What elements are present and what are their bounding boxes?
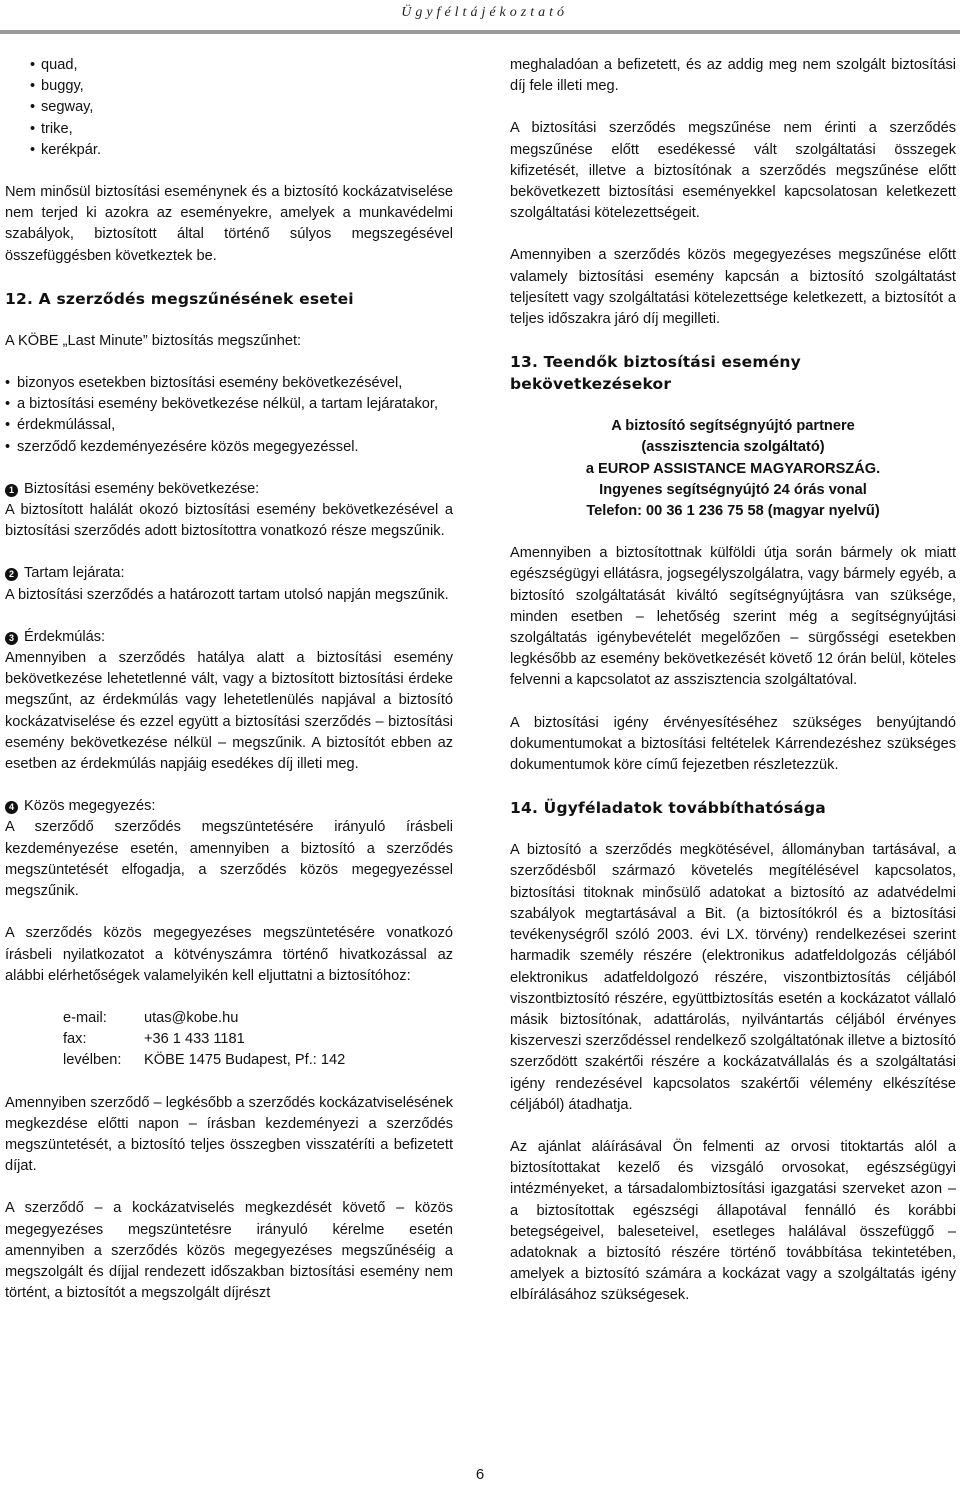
subsection-1-title: 1 Biztosítási esemény bekövetkezése: (5, 479, 453, 500)
after-start-paragraph: A szerződő – a kockázatviselés megkezdését követő – közös megegyezéses megszüntetésre irányuló kérelme esetén amennyiben a szerződés közös megegyezéses megszűnéséig a megszolgált és díjjal rendezett időszakban biztosítási esemény nem történt, a biztosítót a megszolgált díjrészt (5, 1200, 453, 1302)
contact-label: levélben: (63, 1052, 122, 1069)
list-item: • segway, (5, 97, 453, 118)
section-13-heading: 13. Teendők biztosítási esemény bekövetkezésekor (510, 353, 801, 394)
left-column (5, 55, 453, 1304)
list-item: • kerékpár. (5, 140, 453, 161)
assistance-partner-block: A biztosító segítségnyújtó partnere (asszisztencia szolgáltató) a EUROP ASSISTANCE MAGYARORSZÁG. Ingyenes segítségnyújtó 24 órás vonal Telefon: 00 36 1 236 75 58 (magyar nyelvű) (510, 416, 956, 522)
subsection-4-title: 4 Közös megegyezés: (5, 796, 453, 817)
consent-paragraph: Az ajánlat aláírásával Ön felmenti az orvosi titoktartás alól a biztosítottakat kezelő és vizsgáló orvosokat, egészségügyi intézményeket, a társadalombiztosítási igazgatási szerveket azon – a biztosítottak egészségi állapotával fennálló és korábbi betegségeivel, baleseteivel, esetleges halálával összefüggő – adatoknak a biztosító részére történő továbbítása tekintetében, amelyek a biztosító számára a kockázat vagy a szolgáltatás igény elbírálásához szükségesek. (510, 1138, 956, 1304)
continuation-paragraph: meghaladóan a befizetett, és az addig meg nem szolgált biztosítási díj fele illeti meg. (510, 57, 956, 95)
contact-table (5, 1008, 453, 1072)
no-effect-paragraph: A biztosítási szerződés megszűnése nem érinti a szerződés megszűnése előtt esedékessé vált szolgáltatási összegek kifizetését, illetve a biztosítónak a szerződés megszűnése előtt bekövetkezett biztosítási eseményekkel kapcsolatosan keletkezett szolgáltatási kötelezettségeit. (510, 120, 956, 222)
list-item: • szerződő kezdeményezésére közös megegyezéssel. (5, 437, 453, 458)
running-header: Ügyféltájékoztató (401, 5, 568, 20)
subsection-4-text: A szerződő szerződés megszüntetésére irányuló írásbeli kezdeményezése esetén, amennyiben a biztosító a szerződés megszüntetését elfogadja, a szerződés közös megegyezéssel megszűnik. (5, 819, 453, 900)
numbered-circle-4: 4 (5, 801, 18, 814)
list-item: • buggy, (5, 76, 453, 97)
vehicle-list (5, 55, 453, 161)
contact-label: e-mail: (63, 1009, 107, 1026)
numbered-circle-1: 1 (5, 484, 18, 497)
subsection-2-text: A biztosítási szerződés a határozott tartam utolsó napján megszűnik. (5, 586, 449, 603)
subsection-2-title: 2 Tartam lejárata: (5, 563, 453, 584)
assistance-phone: Telefon: 00 36 1 236 75 58 (magyar nyelvű) (586, 503, 880, 520)
documents-paragraph: A biztosítási igény érvényesítéséhez szükséges benyújtandó dokumentumokat a biztosítási feltételek Kárrendezéshez szükséges dokumentumok köre című fejezetben részletezzük. (510, 714, 956, 774)
contact-value: KÖBE 1475 Budapest, Pf.: 142 (144, 1052, 346, 1069)
list-item: • trike, (5, 119, 453, 140)
section-12-heading: 12. A szerződés megszűnésének esetei (5, 289, 354, 308)
statement-paragraph: A szerződés közös megegyezéses megszüntetésére vonatkozó írásbeli nyilatkozatot a kötvényszámra történő hivatkozással az alábbi elérhetőségek valamelyikén kell eljuttatni a biztosítóhoz: (5, 925, 453, 984)
contact-value: +36 1 433 1181 (144, 1031, 245, 1048)
abroad-paragraph: Amennyiben a biztosítottnak külföldi útja során bármely ok miatt egészségügyi ellátásra, jogsegélyszolgálatra, vagy bármely egyéb, a biztosító szolgáltatását kiváltó segítségnyújtásra van szüksége, minden esetben – lehetőség szerint még a segítségnyújtási szolgáltatás igénybevételét megelőzően – sürgősségi esetekben legkésőbb az esemény bekövetkezését követő 12 órán belül, köteles felvenni a kapcsolatot az asszisztencia szolgáltatóval. (510, 545, 956, 689)
termination-intro: A KÖBE „Last Minute” biztosítás megszűnhet: (5, 332, 302, 349)
data-transfer-paragraph: A biztosító a szerződés megkötésével, állományban tartásával, a szerződésből származó követelés megítélésével kapcsolatos, biztosítási titoknak minősülő adatokat a biztosító az adatvédelmi szabályok megtartásával a Bit. (a biztosítókról és a biztosítási tevékenységről szóló 2003. évi LX. törvény) rendelkezései szerint harmadik személy részére (elektronikus adatfeldolgozás céljából elektronikus adatfeldolgozó részére, viszontbiztosítás céljából viszontbiztosító részére, együttbiztosítás esetén a kockázatot vállaló másik biztosítónak, adattárolás, nyilvántartás céljából érvényes kiszerveszi szerződéssel rendelkező szolgáltatónak illetve a biztosító szerződött szakértői részére a kockázatvállalás és a szolgáltatási igény rendezésével kapcsolatos szakértői vélemény elkészítése céljából) átadhatja. (510, 842, 956, 1113)
list-item: • a biztosítási esemény bekövetkezése nélkül, a tartam lejáratakor, (5, 394, 453, 415)
list-item: • quad, (5, 55, 453, 76)
numbered-circle-2: 2 (5, 568, 18, 581)
page-number: 6 (475, 1466, 485, 1483)
right-column (510, 55, 956, 1307)
section-14-heading: 14. Ügyféladatok továbbíthatósága (510, 799, 826, 818)
refund-paragraph: Amennyiben szerződő – legkésőbb a szerződés kockázatviselésének megkezdése előtti napon – írásban kezdeményezi a szerződés megszüntetését, a biztosító teljes összegben visszatéríti a befizetett díjat. (5, 1094, 453, 1175)
termination-cases-list (5, 373, 453, 458)
list-item: • érdekmúlással, (5, 415, 453, 436)
subsection-3-title: 3 Érdekmúlás: (5, 627, 453, 648)
list-item: • bizonyos esetekben biztosítási esemény bekövetkezésével, (5, 373, 453, 394)
numbered-circle-3: 3 (5, 632, 18, 645)
subsection-3-text: Amennyiben a szerződés hatálya alatt a biztosítási esemény bekövetkezése lehetetlenné vált, vagy a biztosított biztosítási érdeke megszűnt, az érdekmúlás vagy lehetetlenülés napjával a biztosító kockázatviselése és ezzel együtt a biztosítási szerződés – biztosítási esemény bekövetkezése nélkül – megszűnik. A biztosítót ebben az esetben az érdekmúlás napjáig esedékes díj illeti meg. (5, 650, 453, 773)
full-premium-paragraph: Amennyiben a szerződés közös megegyezéses megszűnése előtt valamely biztosítási esemény kapcsán a biztosító szolgáltatást teljesített vagy szolgáltatási kötelezettsége keletkezett, a biztosítót a teljes időszakra járó díj megilleti. (510, 247, 956, 328)
subsection-1-text: A biztosított halálát okozó biztosítási esemény bekövetkezésével a biztosítási szerződés adott biztosítottra vonatkozó része megszűnik. (5, 502, 453, 540)
header-rule (0, 30, 960, 34)
exclusion-paragraph: Nem minősül biztosítási eseménynek és a biztosító kockázatviselése nem terjed ki azokra az eseményekre, amelyek a munkavédelmi szabályok, biztosított által történő súlyos megszegésével összefüggésben következtek be. (5, 184, 453, 264)
contact-value: utas@kobe.hu (144, 1009, 239, 1026)
contact-label: fax: (63, 1031, 87, 1048)
